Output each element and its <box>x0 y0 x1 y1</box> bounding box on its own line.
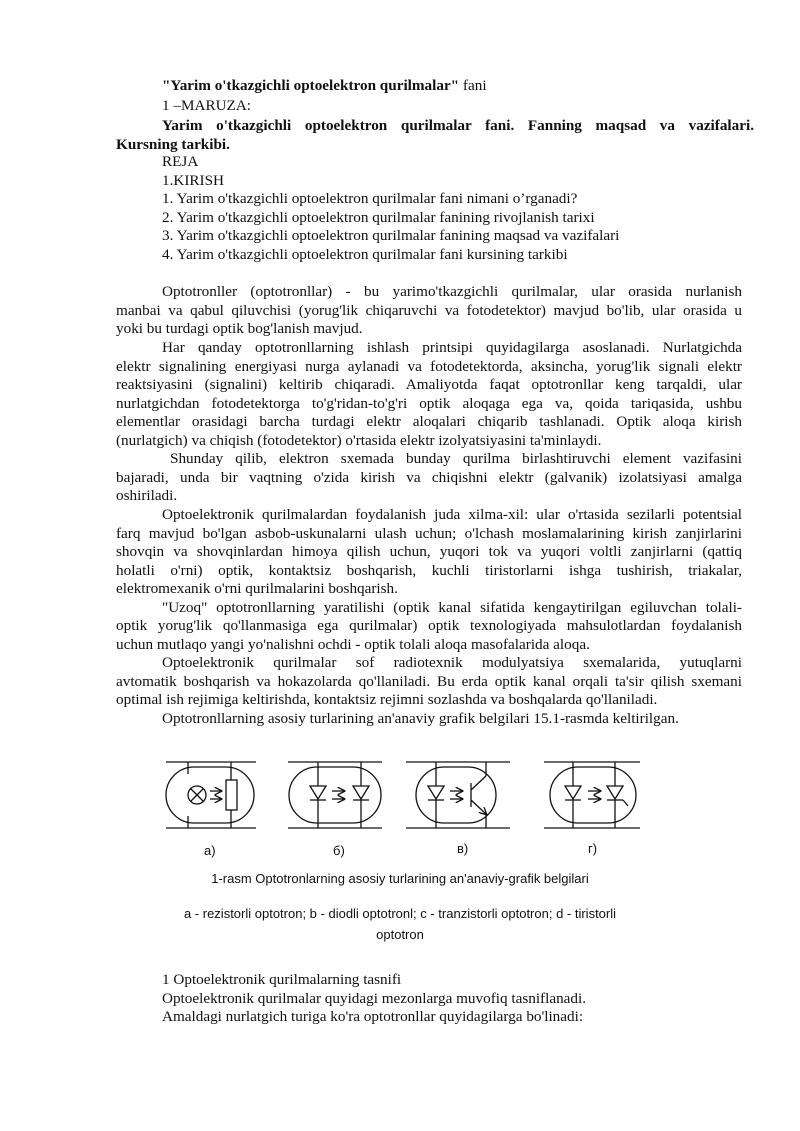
paragraph-line: yoki bu turdagi optik bog'lanish mavjud. <box>116 320 363 337</box>
plan-item: 2. Yarim o'tkazgichli optoelektron qurilmalar fanining rivojlanish tarixi <box>162 209 595 226</box>
thyristor-optocoupler-symbol <box>544 762 640 828</box>
paragraph-line: uchun mutlaqo yangi yo'nalishni ochdi - optik tolali aloqa masofalarida aloqa. <box>116 636 590 653</box>
optocoupler-symbols-figure <box>0 752 800 852</box>
paragraph-line: nurlatgichdan fotodetektorga to'g'ridan-to'g'ri optik aloqaga ega va, qoida tariqasida, ushbu <box>116 395 742 412</box>
paragraph-line: "Uzoq" optotronllarning yaratilishi (optik kanal sifatida kengaytirilgan egiluvchan tolali- <box>162 599 742 616</box>
section-line: Amaldagi nurlatgich turiga ko'ra optotronllar quyidagilarga bo'linadi: <box>162 1008 584 1025</box>
paragraph-line: bajaradi, unda bir vaqtning o'zida kirish va chiqishni elektr (galvanik) izolatsiyasi amalga <box>116 469 742 486</box>
plan-intro: 1.KIRISH <box>162 172 225 189</box>
figure-label-d: г) <box>588 841 598 856</box>
paragraph-line: Shunday qilib, elektron sxemada bunday qurilma birlashtiruvchi element vazifasini <box>170 450 742 467</box>
transistor-optocoupler-symbol <box>406 762 510 828</box>
figure-legend-line-2: optotron <box>376 927 424 942</box>
figure-caption: 1-rasm Optotronlarning asosiy turlarining an'anaviy-grafik belgilari <box>211 871 589 886</box>
diode-optocoupler-symbol <box>288 762 382 828</box>
section-title: 1 Optoelektronik qurilmalarning tasnifi <box>162 971 402 988</box>
paragraph-line: Optotronllarning asosiy turlarining an'anaviy grafik belgilari 15.1-rasmda keltirilgan. <box>162 710 679 727</box>
paragraph-line: oshiriladi. <box>116 487 178 504</box>
plan-item: 1. Yarim o'tkazgichli optoelektron qurilmalar fani nimani o’rganadi? <box>162 190 578 207</box>
figure-legend-line-1: a - rezistorli optotron; b - diodli optotronl; c - tranzistorli optotron; d - tiristorli <box>183 906 617 921</box>
paragraph-line: Har qanday optotronllarning ishlash printsipi quyidagilarga asoslanadi. Nurlatgichda <box>162 339 742 356</box>
paragraph-line: avtomatik boshqarish va hokazolarda qo'llaniladi. Bu erda optik kanal orqali ta'sir qilish sxemani <box>116 673 742 690</box>
resistor-optocoupler-symbol <box>166 762 256 828</box>
paragraph-line: elementlar orasidagi barcha turdagi elektr aloqalari chiqarib tashlanadi. Optik aloqa kirish <box>116 413 742 430</box>
paragraph-line: optimal ish rejimiga keltirishda, kontaktsiz rejimni sozlashda va boshqalarda qo'llaniladi. <box>116 691 658 708</box>
course-suffix: fani <box>459 77 487 94</box>
paragraph-line: reaktsiyasini (signalini) keltirib chiqaradi. Amaliyotda faqat optotronllar keng tarqaldi, ular <box>116 376 742 393</box>
plan-item: 4. Yarim o'tkazgichli optoelektron qurilmalar fani kursining tarkibi <box>162 246 568 263</box>
figure-label-b: б) <box>333 843 345 858</box>
paragraph-line: Optoelektronik qurilmalardan foydalanish juda xilma-xil: ular o'rtasida sezilarli potentsial <box>162 506 742 523</box>
plan-title: REJA <box>162 153 199 170</box>
section-line: Optoelektronik qurilmalar quyidagi mezonlarga muvofiq tasniflanadi. <box>162 990 587 1007</box>
paragraph-line: Optoelektronik qurilmalar sof radiotexnik modulyatsiya sxemalarida, yutuqlarni <box>162 654 742 671</box>
paragraph-line: holatli o'rni) optik, kontaktsiz boshqarish, kuchli tiristorlarni ishga tushirish, triakalar, <box>116 562 742 579</box>
paragraph-line: optik yorug'lik qo'llanmasiga ega qurilmalar) optik texnologiyada mahsulotlardan foydalanish <box>116 617 742 634</box>
paragraph-line: Optotronller (optotronllar) - bu yarimo'tkazgichli qurilmalar, ular orasida nurlanish <box>162 283 742 300</box>
topic-line-2: Kursning tarkibi. <box>116 136 230 153</box>
figure-label-c: в) <box>457 841 469 856</box>
course-title-line <box>162 76 487 96</box>
paragraph-line: elektromexanik o'rni qurilmalarini boshqarish. <box>116 580 398 597</box>
topic-line-1: Yarim o'tkazgichli optoelektron qurilmalar fani. Fanning maqsad va vazifalari. <box>162 117 754 134</box>
paragraph-line: manbai va qabul qiluvchisi (yorug'lik chiqaruvchi va fotodetektor) mavjud bo'lib, ular orasida u <box>116 302 742 319</box>
figure-label-a: а) <box>204 843 216 858</box>
lecture-number: 1 –MARUZA: <box>162 97 252 114</box>
paragraph-line: (nurlatgich) va chiqish (fotodetektor) o'rtasida elektr izolyatsiyasini ta'minlaydi. <box>116 432 602 449</box>
plan-item: 3. Yarim o'tkazgichli optoelektron qurilmalar fanining maqsad va vazifalari <box>162 227 620 244</box>
paragraph-line: shovqin va shovqinlardan himoya qilish uchun, yuqori tok va yuqori voltli zanjirlarni (qattiq <box>116 543 742 560</box>
paragraph-line: farq mavjud bo'lgan asbob-uskunalarni ulash uchun; o'lchash moslamalarining kirish zanjirlarini <box>116 525 742 542</box>
paragraph-line: elektr signalining energiyasi nurga aylanadi va fotodetektorda, aksincha, yorug'lik signali elektr <box>116 358 742 375</box>
course-title: "Yarim o'tkazgichli optoelektron qurilmalar" <box>162 77 460 94</box>
